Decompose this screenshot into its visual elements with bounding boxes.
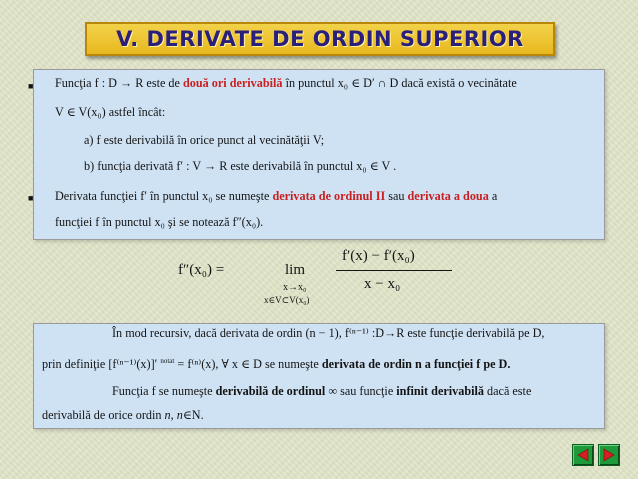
definition-line-4: funcţiei f în punctul x₀ şi se notează f″(x₀).: [55, 215, 264, 229]
recursive-line-1: [112, 326, 544, 341]
text-segment: derivabilă de orice ordin: [42, 408, 162, 422]
text-segment: Funcţia f : D: [55, 76, 117, 90]
definition-line-3: [55, 189, 497, 204]
text-segment: :D→R este funcţie derivabilă pe D,: [371, 326, 545, 340]
bold-term: derivata de ordin n a funcţiei f pe D.: [321, 357, 511, 372]
text-segment: În mod recursiv, dacă derivata de ordin (n − 1), f⁽ⁿ⁻¹⁾: [112, 326, 369, 340]
highlight-term: două ori derivabilă: [182, 76, 283, 90]
text-segment: dacă este: [487, 384, 532, 398]
recursive-line-4: [42, 408, 204, 423]
infinity-symbol: ∞: [328, 384, 338, 398]
text-segment: = f⁽ⁿ⁾(x), ∀ x ∈ D se numeşte: [177, 357, 319, 372]
text-segment: a: [491, 189, 498, 203]
slide-title-banner: [85, 22, 555, 56]
text-segment: în punctul x₀ ∈ D′ ∩ D dacă există o vecinătate: [285, 76, 517, 90]
text-segment: Funcţia f se numeşte: [112, 384, 213, 398]
condition-a: a) f este derivabilă în orice punct al vecinătăţii V;: [84, 133, 325, 147]
definition-line-1: [55, 76, 517, 91]
definition-box: [28, 69, 605, 240]
recursive-line-2: [42, 357, 510, 372]
text-segment: prin definiţie [f⁽ⁿ⁻¹⁾(x)]′: [42, 357, 158, 372]
formula-lim-sub-1: x→x₀: [283, 282, 307, 293]
text-segment: sau: [388, 189, 405, 203]
highlight-term: derivata a doua: [407, 189, 489, 203]
italic-term: n, n: [164, 408, 183, 422]
text-segment: sau funcţie: [340, 384, 394, 398]
bold-term: derivabilă de ordinul: [215, 384, 326, 398]
next-slide-button[interactable]: [598, 444, 620, 466]
bold-term: infinit derivabilă: [396, 384, 484, 398]
definition-line-2: V ∈ V(x₀) astfel încât:: [55, 105, 166, 119]
highlight-term: derivata de ordinul II: [272, 189, 386, 203]
formula-numerator: f′(x) − f′(x₀): [342, 248, 415, 264]
bullet-icon: ■: [28, 81, 34, 91]
formula-lhs: f″(x₀) =: [178, 262, 225, 278]
text-segment: ∈N.: [182, 408, 204, 422]
formula-lim: lim: [285, 262, 306, 278]
arrow-right-icon: [602, 448, 616, 462]
condition-b: b) funcţia derivată f′ : V → R este derivabilă în punctul x₀ ∈ V .: [84, 159, 397, 173]
text-segment: R este de: [135, 76, 180, 90]
bullet-icon: ■: [28, 193, 34, 203]
recursive-line-3: [112, 384, 531, 399]
arrow-left-icon: [576, 448, 590, 462]
slide-title: V. DERIVATE DE ORDIN SUPERIOR: [116, 27, 524, 51]
recursive-definition-box: [33, 323, 605, 429]
fraction-bar: [336, 270, 452, 271]
formula-lim-sub-2: x∈V⊂V(x₀): [264, 295, 310, 305]
formula-denominator: x − x₀: [364, 276, 401, 292]
arrow-symbol: →: [120, 76, 133, 90]
text-segment: Derivata funcţiei f′ în punctul x₀ se numeşte: [55, 189, 270, 203]
notat-label: notat: [160, 357, 175, 365]
previous-slide-button[interactable]: [572, 444, 594, 466]
